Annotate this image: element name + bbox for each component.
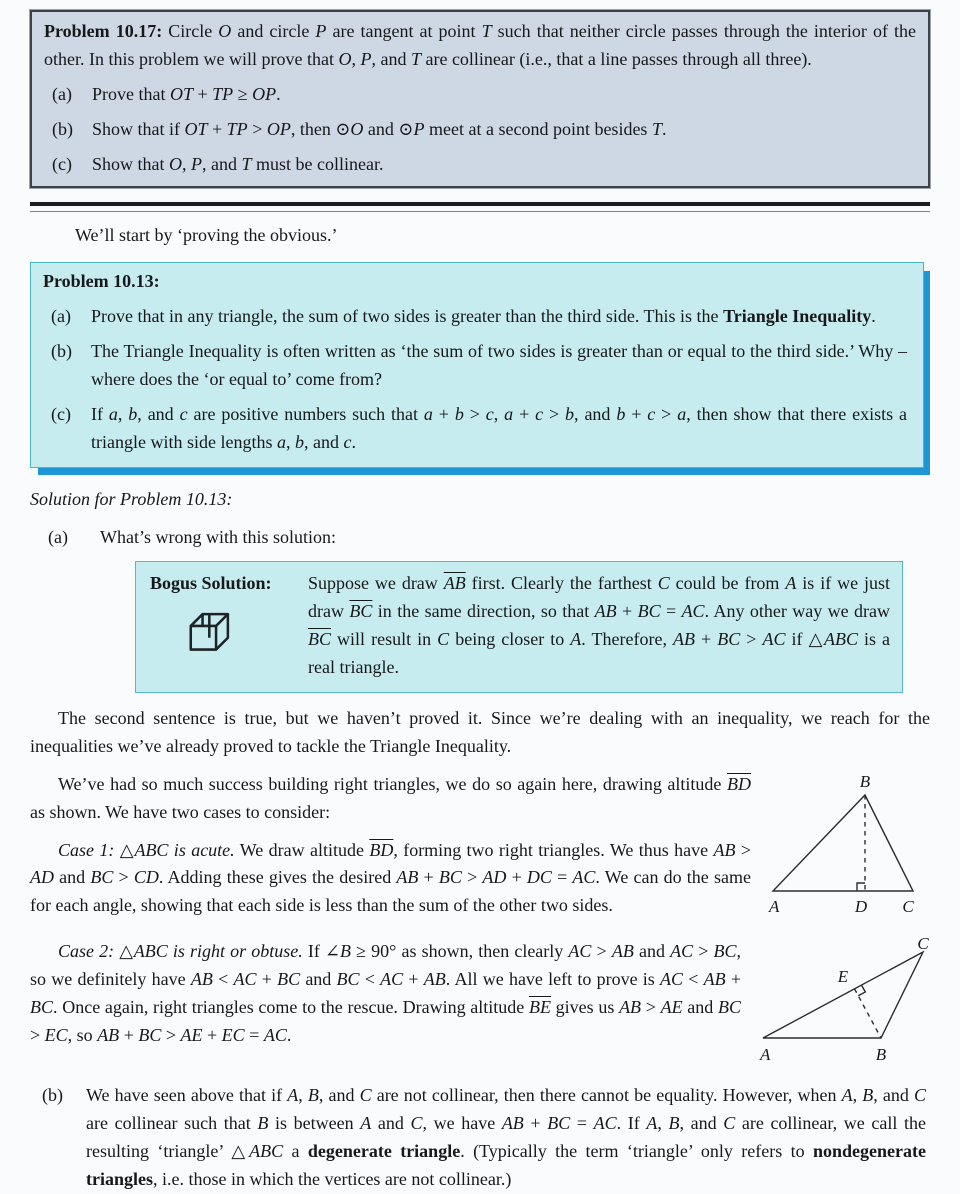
problem-10-13-title: Problem 10.13: [43,271,160,292]
paragraph-second-sentence: The second sentence is true, but we haven’t proved it. Since we’re dealing with an inequality, we reach for the inequalities we’ve already proved to tackle the Triangle Inequality. [30,708,930,756]
problem-10-17-box [30,10,930,188]
part-label: (a) [52,83,72,104]
part-label: (a) [51,306,71,327]
divider-thick-line [30,202,930,206]
vertex-label-C: C [917,938,929,954]
obtuse-triangle-diagram [755,938,930,1070]
problem-10-13-box [30,262,924,467]
case-1-paragraph: Case 1: △ABC is acute. We draw altitude $\overline{BD}$, forming two right triangles. We thus have AB > AD and BC > CD. Adding these gives the desired AB + BC > AD + DC = AC. We can do the same for each angle, showing that each side is less than the sum of the other two sides. [30,839,751,916]
solution-heading: Solution for Problem 10.13: [30,488,233,509]
vertex-label-E: E [837,967,849,987]
problem-10-17-part-a [44,81,916,109]
part-label: (a) [48,526,68,547]
section-divider-rule [30,202,930,212]
figure-obtuse-triangle [755,938,930,1070]
part-text: Prove that in any triangle, the sum of two sides is greater than the third side. This is the Triangle Inequality. [91,306,876,327]
lead-in-sentence: We’ll start by ‘proving the obvious.’ [75,225,338,246]
part-label: (b) [42,1085,63,1106]
case2-section [30,938,930,1070]
bogus-solution-box [135,561,903,693]
part-text: If a, b, and c are positive numbers such that a + b > c, a + c > b, and b + c > a, then show that there exists a triangle with side lengths a, b, and c. [91,403,908,452]
vertex-label-C: C [902,896,914,916]
part-label: (c) [52,153,72,174]
divider-thin-line [30,211,930,212]
vertex-label-B: B [875,1045,887,1065]
problem-10-13-part-c [43,401,911,457]
vertex-label-B: B [859,771,871,791]
case1-section [30,771,930,930]
case-2-paragraph: Case 2: △ABC is right or obtuse. If ∠B ≥ 90° as shown, then clearly AC > AB and AC > BC, so we definitely have AB < AC + BC and BC < AC + AB. All we have left to prove is AC < AB + BC. Once again, right triangles come to the rescue. Drawing altitude $\overline{BE}$ gives us AB > AE and BC > EC, so AB + BC > AE + EC = AC. [30,941,742,1045]
vertex-label-D: D [854,896,868,916]
part-label: (b) [52,118,73,139]
solution-part-a [30,524,930,552]
bogus-solution-label: Bogus Solution: [150,573,272,594]
case1-text-column [30,771,751,930]
acute-triangle-diagram [765,771,925,921]
vertex-label-A: A [760,1045,771,1065]
case2-text-column [30,938,741,1070]
part-text: We have seen above that if A, B, and C are not collinear, then there cannot be equality. However, when A, B, and C are collinear such that B is between A and C, we have AB + BC = AC. If A, B, and C are collinear, we call the resulting ‘triangle’ △ABC a degenerate triangle. (Typically the term ‘triangle’ only refers to nondegenerate triangles, i.e. those in which the vertices are not collinear.) [86,1085,926,1189]
part-text: Prove that OT + TP ≥ OP. [92,83,281,104]
part-text: What’s wrong with this solution: [100,526,336,547]
vertex-label-A: A [769,896,780,916]
paragraph-right-triangles: We’ve had so much success building right triangles, we do so again here, drawing altitude $\overline{BD}$ as shown. We have two cases to consider: [30,773,751,822]
bogus-solution-label-column [150,570,308,682]
problem-10-13-part-b [43,338,911,394]
bogus-solution-text: Suppose we draw $\overline{AB}$ first. Clearly the farthest C could be from A is if we just draw $\overline{BC}$ in the same direction, so that AB + BC = AC. Any other way we draw $\overline{BC}$ will result in C being closer to A. Therefore, AB + BC > AC if △ABC is a real triangle. [308,573,891,678]
problem-10-17-part-b [44,116,916,144]
part-label: (b) [51,341,72,362]
part-text: The Triangle Inequality is often written as ‘the sum of two sides is greater than or equal to the third side.’ Why – where does the ‘or equal to’ come from? [91,341,907,390]
figure-acute-triangle [765,771,930,930]
part-text: Show that if OT + TP > OP, then ⊙O and ⊙P meet at a second point besides T. [92,118,667,139]
part-label: (c) [51,403,71,424]
problem-10-17-part-c [44,151,916,179]
problem-10-17-statement: Problem 10.17: Circle O and circle P are tangent at point T such that neither circle passes through the interior of the other. In this problem we will prove that O, P, and T are collinear (i.e., that a line passes through all three). [44,21,916,69]
bogus-box-icon [184,604,238,658]
part-text: Show that O, P, and T must be collinear. [92,153,384,174]
problem-10-13-part-a [43,303,911,331]
solution-part-b [30,1082,930,1194]
